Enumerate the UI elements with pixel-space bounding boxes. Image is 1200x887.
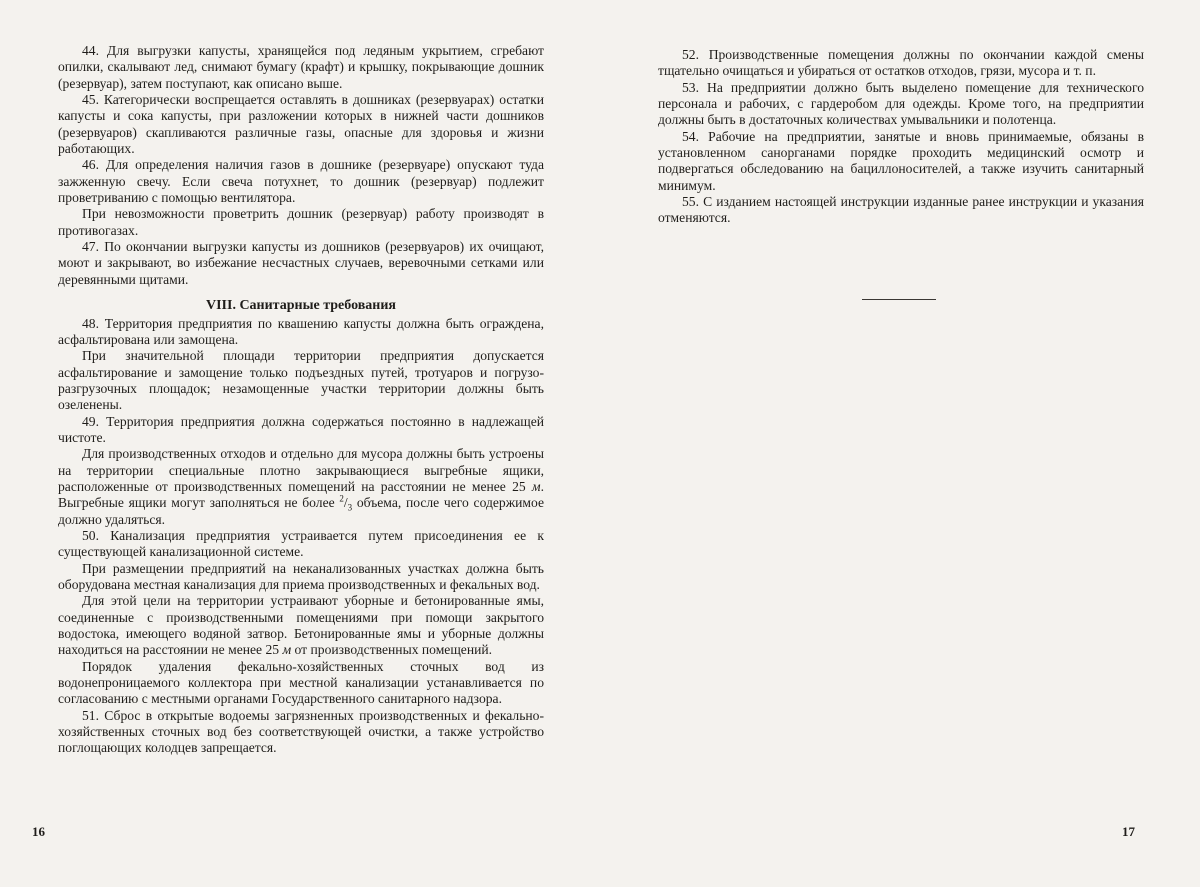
text-span: . Выгребные ящики могут заполняться не более <box>58 478 544 511</box>
paragraph-47: 47. По окончании выгрузки капусты из дошников (резервуаров) их очищают, моют и закрывают, во избежание несчастных случаев, веревочными сетками или деревянными щитами. <box>58 239 544 287</box>
fraction-slash: / <box>343 495 348 511</box>
fraction-denominator: 3 <box>347 503 353 513</box>
unit-meter: м <box>282 642 292 658</box>
text-span: от производственных помещений. <box>291 642 493 658</box>
end-rule <box>862 299 936 300</box>
right-page <box>600 0 1200 887</box>
paragraph-45: 45. Категорически воспрещается оставлять в дошниках (резервуарах) остатки капусты и сока капусты, при разложении которых в нижней части дошников (резервуаров) скапливаются различные газы, опасные для здоровья и жизни работающих. <box>58 92 544 157</box>
paragraph-52: 52. Производственные помещения должны по окончании каждой смены тщательно очищаться и убираться от остатков отходов, грязи, мусора и т. п. <box>658 47 1144 79</box>
left-text-column <box>58 43 544 757</box>
paragraph-53: 53. На предприятии должно быть выделено помещение для технического персонала и рабочих, с гардеробом для одежды. Кроме того, на предприятии должны быть в достаточных количествах умывальники и полотенца. <box>658 79 1144 128</box>
paragraph-50: 50. Канализация предприятия устраивается путем присоединения ее к существующей канализационной системе. <box>58 527 544 560</box>
paragraph-44: 44. Для выгрузки капусты, хранящейся под ледяным укрытием, сгребают опилки, скалывают лед, снимают бумагу (крафт) и крышку, покрывающие дошник (резервуар), затем поступают, как описано выше. <box>58 43 544 91</box>
paragraph-50-order: Порядок удаления фекально-хозяйственных сточных вод из водонепроницаемого коллектора при местной канализации устанавливается по согласованию с местными органами Государственного санитарного надзора. <box>58 658 544 707</box>
paragraph-46: 46. Для определения наличия газов в дошнике (резервуаре) опускают туда зажженную свечу. Если свеча потухнет, то дошник (резервуар) подлежит проветриванию с помощью вентилятора. <box>58 157 544 206</box>
section-heading: VIII. Санитарные требования <box>205 298 397 314</box>
fraction-numerator: 2 <box>339 493 344 504</box>
right-text-column <box>658 47 1144 227</box>
paragraph-51: 51. Сброс в открытые водоемы загрязненных производственных и фекально-хозяйственных сточных вод без соответствующей очистки, а также устройство поглощающих колодцев запрещается. <box>58 707 544 756</box>
unit-meter: м <box>531 478 541 494</box>
text-span: объема, после чего содержимое должно удаляться. <box>58 495 544 527</box>
paragraph-55: 55. С изданием настоящей инструкции изданные ранее инструкции и указания отменяются. <box>658 194 1144 226</box>
paragraph-46-continued: При невозможности проветрить дошник (резервуар) работу производят в противогазах. <box>58 206 544 238</box>
paragraph-54: 54. Рабочие на предприятии, занятые и вновь принимаемые, обязаны в установленном санорганами порядке проходить медицинский осмотр и подвергаться обследованию на бациллоносителей, а также изучить санитарный минимум. <box>658 128 1144 193</box>
text-span: Для производственных отходов и отдельно для мусора должны быть устроены на территории специальные плотно закрывающиеся выгребные ящики, расположенные от производственных помещений на расстоянии не менее 25 <box>58 446 544 494</box>
paragraph-48: 48. Территория предприятия по квашению капусты должна быть ограждена, асфальтирована или замощена. <box>58 315 544 347</box>
paragraph-49-continued <box>58 446 544 528</box>
text-span: Для этой цели на территории устраивают уборные и бетонированные ямы, соединенные с производственными помещениями при помощи закрытого водостока, имеющего водяной затвор. Бетонированные ямы и уборные должны находиться на расстоянии не менее 25 <box>58 593 544 658</box>
paragraph-50-continued: При размещении предприятий на неканализованных участках должна быть оборудована местная канализация для приема производственных и фекальных вод. <box>58 560 544 592</box>
page-number-left: 16 <box>32 824 45 839</box>
paragraph-49: 49. Территория предприятия должна содержаться постоянно в надлежащей чистоте. <box>58 413 544 445</box>
page-number-right: 17 <box>1122 824 1135 839</box>
paragraph-50-sewer <box>58 593 544 658</box>
paragraph-48-continued: При значительной площади территории предприятия допускается асфальтирование и замощение только подъездных путей, тротуаров и погрузо-разгрузочных площадок; незамощенные участки территории должны быть озеленены. <box>58 348 544 413</box>
